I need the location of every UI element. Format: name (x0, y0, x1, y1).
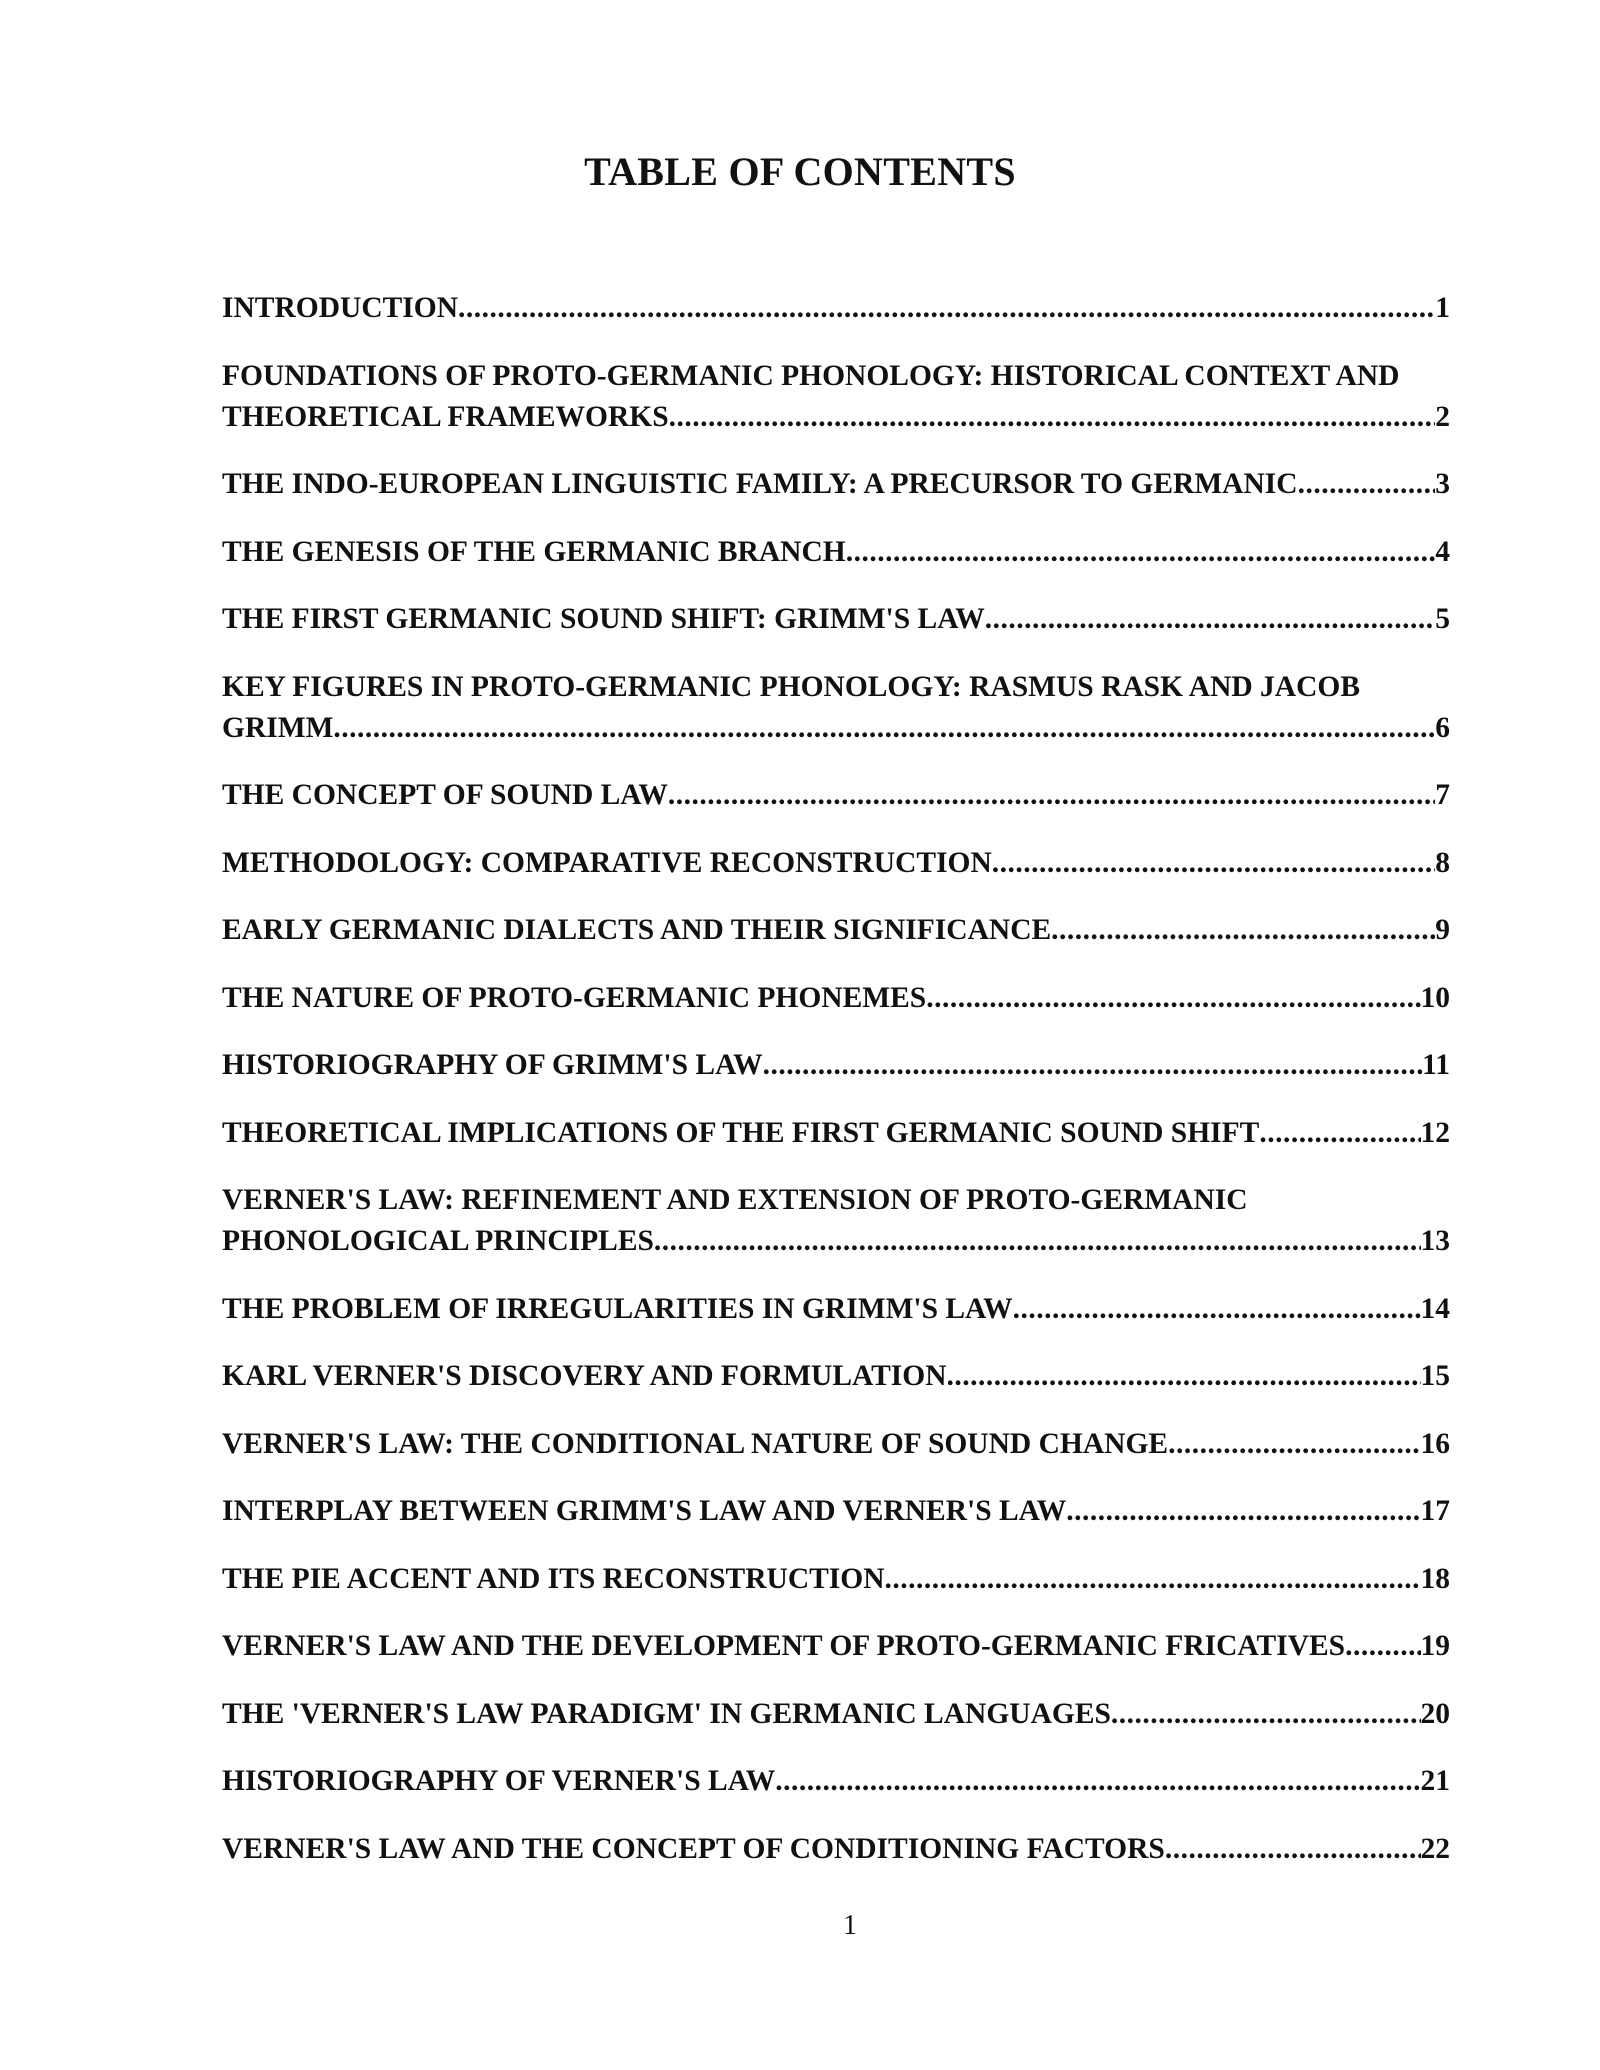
toc-entry[interactable] (222, 1424, 1450, 1465)
dot-leader (1168, 1424, 1420, 1465)
page-number: 1 (843, 1910, 857, 1941)
toc-entry-page-number: 14 (1420, 1292, 1450, 1325)
toc-entry[interactable] (222, 1045, 1450, 1086)
toc-entry-title: THE PIE ACCENT AND ITS RECONSTRUCTION (222, 1562, 885, 1595)
toc-entry[interactable] (222, 1829, 1450, 1870)
toc-entry[interactable] (222, 1491, 1450, 1532)
dot-leader (1013, 1289, 1421, 1330)
toc-entry-page-number: 13 (1420, 1225, 1450, 1257)
toc-entry[interactable] (222, 978, 1450, 1019)
dot-leader (947, 1356, 1421, 1397)
dot-leader (985, 599, 1436, 640)
toc-entry-title-line1: KEY FIGURES IN PROTO-GERMANIC PHONOLOGY: RASMUS RASK AND JACOB (222, 670, 1361, 703)
toc-entry-title: THE PROBLEM OF IRREGULARITIES IN GRIMM'S LAW (222, 1292, 1013, 1325)
toc-entry-page-number: 21 (1420, 1765, 1450, 1797)
toc-entry-page-number: 5 (1435, 603, 1450, 635)
toc-entry-title: THE 'VERNER'S LAW PARADIGM' IN GERMANIC LANGUAGES (222, 1697, 1111, 1730)
dot-leader (1051, 910, 1435, 951)
dot-leader (885, 1559, 1421, 1600)
toc-entry-title: VERNER'S LAW: THE CONDITIONAL NATURE OF SOUND CHANGE (222, 1427, 1169, 1460)
toc-entry[interactable] (222, 1356, 1450, 1397)
toc-entry-title: PHONOLOGICAL PRINCIPLES (222, 1225, 654, 1257)
toc-entry-title: THE INDO-EUROPEAN LINGUISTIC FAMILY: A PRECURSOR TO GERMANIC (222, 468, 1298, 500)
toc-entry-title: INTRODUCTION (222, 292, 459, 324)
dot-leader (1298, 464, 1436, 505)
toc-entry-page-number: 7 (1435, 779, 1450, 811)
toc-entry-page-number: 9 (1435, 914, 1450, 946)
toc-entry-title: INTERPLAY BETWEEN GRIMM'S LAW AND VERNER'S LAW (222, 1495, 1067, 1527)
dot-leader (846, 532, 1436, 573)
toc-entry-page-number: 19 (1420, 1630, 1450, 1662)
toc-entry-title: HISTORIOGRAPHY OF VERNER'S LAW (222, 1765, 776, 1797)
toc-entry-title: VERNER'S LAW AND THE CONCEPT OF CONDITIONING FACTORS (222, 1832, 1165, 1865)
toc-entry[interactable] (222, 464, 1450, 505)
toc-entry[interactable] (222, 288, 1450, 329)
toc-entry-page-number: 17 (1420, 1495, 1450, 1527)
toc-entry-title: EARLY GERMANIC DIALECTS AND THEIR SIGNIFICANCE (222, 914, 1052, 946)
toc-entry-second-line (222, 1221, 1450, 1262)
toc-entry-page-number: 8 (1435, 846, 1450, 879)
dot-leader (992, 843, 1435, 884)
toc-entry-second-line (222, 708, 1450, 749)
toc-entry[interactable] (222, 599, 1450, 640)
toc-entry-page-number: 11 (1422, 1049, 1450, 1081)
dot-leader (926, 978, 1420, 1019)
toc-entry-page-number: 18 (1420, 1562, 1450, 1595)
toc-entry[interactable] (222, 1761, 1450, 1802)
toc-entry[interactable] (222, 1113, 1450, 1154)
toc-entry[interactable] (222, 356, 1450, 438)
toc-entry-title-line1: FOUNDATIONS OF PROTO-GERMANIC PHONOLOGY: HISTORICAL CONTEXT AND (222, 359, 1400, 392)
toc-entry-page-number: 22 (1420, 1832, 1450, 1865)
toc-entry-page-number: 6 (1435, 711, 1450, 744)
toc-entry-title: KARL VERNER'S DISCOVERY AND FORMULATION (222, 1360, 947, 1392)
toc-entry-page-number: 2 (1435, 400, 1450, 433)
toc-entry-title: THE NATURE OF PROTO-GERMANIC PHONEMES (222, 981, 927, 1014)
toc-entry[interactable] (222, 667, 1450, 749)
toc-entry[interactable] (222, 910, 1450, 951)
dot-leader (1345, 1626, 1420, 1667)
dot-leader (763, 1045, 1423, 1086)
dot-leader (668, 775, 1435, 816)
dot-leader (458, 288, 1435, 329)
toc-entry[interactable] (222, 1180, 1450, 1262)
dot-leader (654, 1221, 1421, 1262)
toc-entry-title: THE GENESIS OF THE GERMANIC BRANCH (222, 535, 846, 568)
toc-entry-page-number: 1 (1435, 292, 1450, 324)
toc-entry[interactable] (222, 1289, 1450, 1330)
dot-leader (669, 397, 1436, 438)
toc-entry[interactable] (222, 775, 1450, 816)
toc-entry[interactable] (222, 532, 1450, 573)
toc-entry[interactable] (222, 843, 1450, 884)
toc-entry-page-number: 16 (1420, 1427, 1450, 1460)
dot-leader (1165, 1829, 1421, 1870)
toc-entry[interactable] (222, 1559, 1450, 1600)
toc-entry-title: THE FIRST GERMANIC SOUND SHIFT: GRIMM'S LAW (222, 603, 985, 635)
toc-entry-title-line1: VERNER'S LAW: REFINEMENT AND EXTENSION OF PROTO-GERMANIC (222, 1184, 1248, 1216)
toc-entry-second-line (222, 397, 1450, 438)
toc-entry-page-number: 10 (1420, 981, 1450, 1014)
toc-entry-title: GRIMM (222, 711, 334, 744)
toc-entry-title: VERNER'S LAW AND THE DEVELOPMENT OF PROTO-GERMANIC FRICATIVES (222, 1630, 1346, 1662)
toc-entry[interactable] (222, 1694, 1450, 1735)
dot-leader (1066, 1491, 1420, 1532)
dot-leader (775, 1761, 1420, 1802)
toc-entry-page-number: 12 (1420, 1116, 1450, 1149)
toc-entry-title: METHODOLOGY: COMPARATIVE RECONSTRUCTION (222, 846, 992, 879)
table-of-contents (222, 288, 1450, 1896)
toc-entry-page-number: 3 (1435, 468, 1450, 500)
toc-entry-title: THEORETICAL IMPLICATIONS OF THE FIRST GERMANIC SOUND SHIFT (222, 1116, 1260, 1149)
dot-leader (1259, 1113, 1420, 1154)
toc-entry-title: HISTORIOGRAPHY OF GRIMM'S LAW (222, 1049, 763, 1081)
dot-leader (333, 708, 1435, 749)
dot-leader (1111, 1694, 1421, 1735)
toc-entry-page-number: 15 (1420, 1360, 1450, 1392)
toc-entry-page-number: 20 (1420, 1697, 1450, 1730)
page-title: TABLE OF CONTENTS (584, 149, 1016, 194)
toc-entry-title: THE CONCEPT OF SOUND LAW (222, 779, 668, 811)
toc-entry-title: THEORETICAL FRAMEWORKS (222, 400, 669, 433)
toc-entry[interactable] (222, 1626, 1450, 1667)
toc-entry-page-number: 4 (1435, 535, 1450, 568)
